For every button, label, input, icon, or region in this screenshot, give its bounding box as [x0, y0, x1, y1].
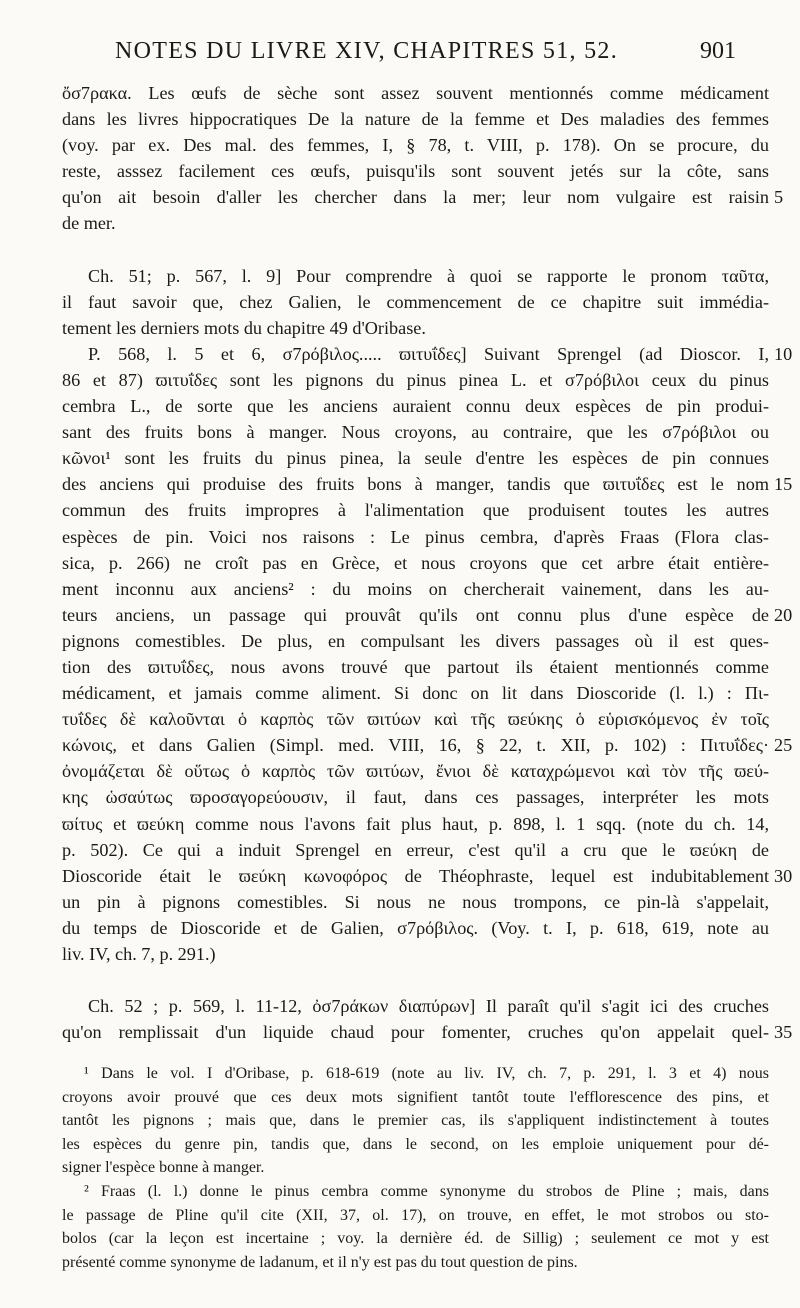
- text-line-numbered: [62, 471, 793, 497]
- text-line-content: qu'on remplissait d'un liquide chaud pour fomenter, cruches qu'on appelait quel-: [62, 1022, 769, 1043]
- text-line: p. 502). Ce qui a induit Sprengel en erreur, c'est qu'il a cru que le ϖεύκη de: [62, 839, 769, 860]
- text-line: cembra L., de sorte que les anciens auraient connu deux espèces de pin produi-: [62, 396, 769, 417]
- text-line: de mer.: [62, 213, 116, 234]
- text-line: il faut savoir que, chez Galien, le commencement de ce chapitre suit immédia-: [62, 291, 769, 312]
- line-number: 35: [774, 1022, 793, 1043]
- text-line-numbered: [62, 732, 793, 758]
- paragraph-gap: [62, 967, 769, 993]
- footnote-line: présenté comme synonyme de ladanum, et il n'y est pas du tout question de pins.: [62, 1253, 578, 1271]
- page-number: 901: [700, 38, 736, 64]
- text-line-numbered: [62, 1019, 793, 1045]
- text-line: ϖίτυς et ϖεύκη comme nous l'avons fait plus haut, p. 898, l. 1 sqq. (note du ch. 14,: [62, 813, 769, 834]
- footnote-line: signer l'espèce bonne à manger.: [62, 1159, 265, 1177]
- text-line: dans les livres hippocratiques De la nature de la femme et Des maladies des femmes: [62, 109, 769, 130]
- text-line: κης ὡσαύτως ϖροσαγορεύουσιν, il faut, dans ces passages, interpréter les mots: [62, 787, 769, 808]
- line-number: 5: [774, 187, 784, 208]
- line-number: 15: [774, 474, 793, 495]
- text-line-content: κώνοις, et dans Galien (Simpl. med. VIII, 16, § 22, t. XII, p. 102) : Πιτυΐδες·: [62, 735, 769, 756]
- text-line: un pin à pignons comestibles. Si nous ne nous trompons, ce pin-là s'appelait,: [62, 891, 769, 912]
- text-line-content: teurs anciens, un passage qui prouvât qu'ils ont connu plus d'une espèce de: [62, 604, 769, 625]
- text-line: du temps de Dioscoride et de Galien, σ7ρόβιλος. (Voy. t. I, p. 618, 619, note au: [62, 917, 769, 938]
- main-text: [62, 80, 793, 1045]
- footnote-line: croyons avoir prouvé que ces deux mots signifient tantôt toute l'efflorescence des pins, et: [62, 1088, 769, 1106]
- text-line-content: P. 568, l. 5 et 6, σ7ρόβιλος..... ϖιτυΐδες] Suivant Sprengel (ad Dioscor. I,: [88, 343, 769, 364]
- text-line-numbered: [62, 863, 793, 889]
- line-number: 10: [774, 343, 793, 364]
- text-line: (voy. par ex. Des mal. des femmes, I, § 78, t. VIII, p. 178). On se procure, du: [62, 135, 769, 156]
- footnote-line: ¹ Dans le vol. I d'Oribase, p. 618-619 (note au liv. IV, ch. 7, p. 291, l. 3 et 4) nous: [84, 1065, 769, 1082]
- text-line: sant des fruits bons à manger. Nous croyons, au contraire, que les σ7ρόβιλοι ou: [62, 422, 769, 443]
- text-line: sica, p. 266) ne croît pas en Grèce, et nous croyons que cet arbre était entière-: [62, 552, 769, 573]
- paragraph-gap: [62, 237, 769, 263]
- text-line: médicament, et jamais comme aliment. Si donc on lit dans Dioscoride (l. l.) : Πι-: [62, 683, 769, 704]
- text-line: tement les derniers mots du chapitre 49 d'Oribase.: [62, 317, 426, 338]
- text-line: tion des ϖιτυΐδες, nous avons trouvé que partout ils étaient mentionnés comme: [62, 656, 769, 677]
- text-line-content: Dioscoride était le ϖεύκη κωνοφόρος de Théophraste, lequel est indubitablement: [62, 865, 769, 886]
- text-line: commun des fruits impropres à l'alimentation que produisent toutes les autres: [62, 500, 769, 521]
- footnote-line: tantôt les pignons ; mais que, dans le premier cas, ils s'appliquent indistinctement à toutes: [62, 1112, 769, 1130]
- text-line: liv. IV, ch. 7, p. 291.): [62, 944, 216, 964]
- footnote-line: bolos (car la leçon est incertaine ; voy. la dernière éd. de Sillig) ; seulement ce mot y est: [62, 1230, 769, 1248]
- text-line: reste, asssez facilement ces œufs, puisqu'ils sont souvent jetés sur la côte, sans: [62, 161, 769, 182]
- footnote-line: les espèces du genre pin, tandis que, dans le second, on les emploie uniquement pour dé-: [62, 1135, 769, 1153]
- text-line: τυΐδες δὲ καλοῦνται ὁ καρπὸς τῶν ϖιτύων καὶ τῆς ϖεύκης ὁ εὑρισκόμενος ἐν τοῖς: [62, 709, 769, 730]
- text-line-content: qu'on ait besoin d'aller les chercher dans la mer; leur nom vulgaire est raisin: [62, 187, 769, 208]
- text-line: ment inconnu aux anciens² : du moins on chercherait vainement, dans les au-: [62, 578, 769, 599]
- text-line-numbered: [62, 184, 784, 210]
- footnote-line: ² Fraas (l. l.) donne le pinus cembra comme synonyme du strobos de Pline ; mais, dans: [84, 1182, 769, 1200]
- footnote-line: le passage de Pline qu'il cite (XII, 37, ol. 17), on trouve, en effet, le mot strobos ou sto-: [62, 1206, 769, 1224]
- text-line-numbered: [62, 341, 793, 367]
- running-title: NOTES DU LIVRE XIV, CHAPITRES 51, 52.: [115, 38, 618, 64]
- text-line: Ch. 51; p. 567, l. 9] Pour comprendre à quoi se rapporte le pronom ταῦτα,: [88, 265, 769, 286]
- page-header: [0, 38, 800, 72]
- text-line: 86 et 87) ϖιτυΐδες sont les pignons du pinus pinea L. et σ7ρόβιλοι ceux du pinus: [62, 369, 769, 390]
- line-number: 25: [774, 735, 793, 756]
- text-line: pignons comestibles. De plus, en compulsant les divers passages où il est ques-: [62, 630, 769, 651]
- text-line: ὄσ7ρακα. Les œufs de sèche sont assez souvent mentionnés comme médicament: [62, 83, 769, 103]
- text-line-numbered: [62, 602, 793, 628]
- line-number: 20: [774, 604, 793, 625]
- footnotes: [62, 1062, 769, 1274]
- text-line: ὀνομάζεται δὲ οὕτως ὁ καρπὸς τῶν ϖιτύων, ἔνιοι δὲ καταχρώμενοι καὶ τὸν τῆς ϖεύ-: [62, 761, 769, 782]
- text-line: κῶνοι¹ sont les fruits du pinus pinea, la seule d'entre les espèces de pin connues: [62, 448, 769, 469]
- text-line: Ch. 52 ; p. 569, l. 11-12, ὀσ7ράκων διαπύρων] Il paraît qu'il s'agit ici des cruches: [88, 996, 769, 1017]
- text-line-content: des anciens qui produise des fruits bons à manger, tandis que ϖιτυΐδες est le nom: [62, 474, 769, 495]
- line-number: 30: [774, 865, 793, 886]
- text-line: espèces de pin. Voici nos raisons : Le pinus cembra, d'après Fraas (Flora clas-: [62, 526, 769, 547]
